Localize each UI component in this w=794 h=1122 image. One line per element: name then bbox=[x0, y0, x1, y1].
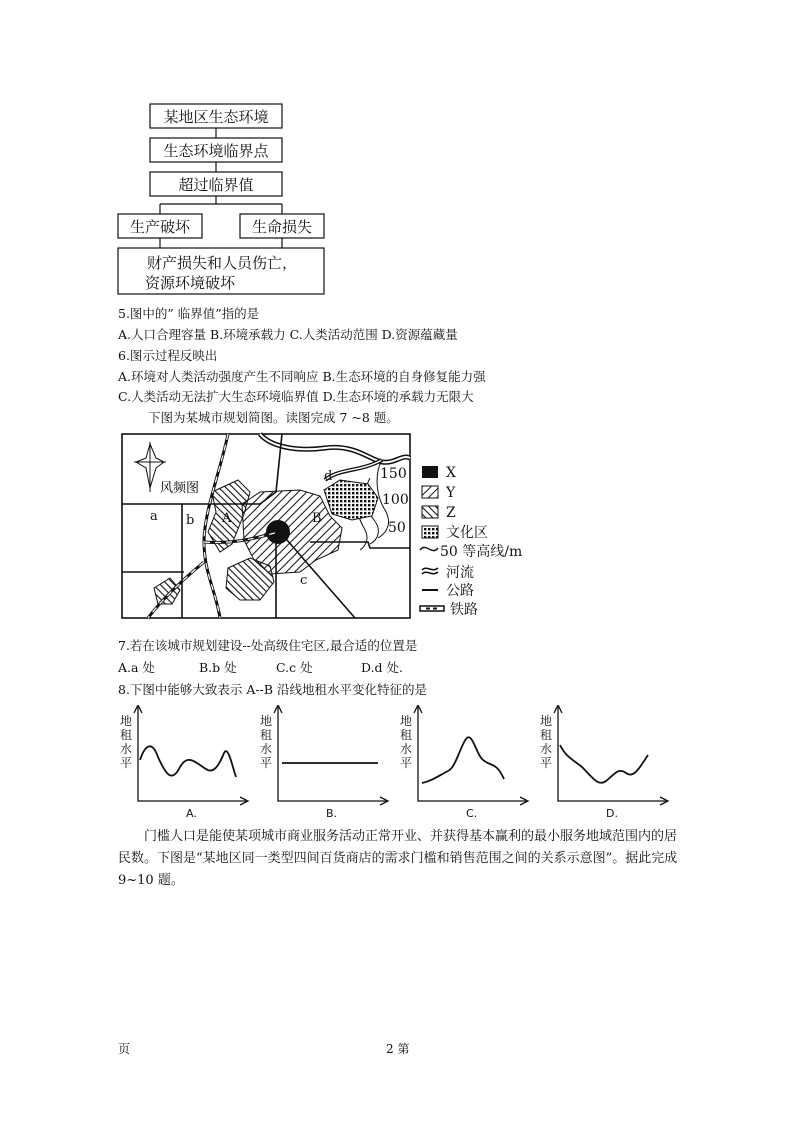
graph-curve bbox=[140, 746, 236, 777]
graph-ylabel-char: 地 bbox=[260, 714, 273, 728]
flow-text-3: 超过临界值 bbox=[178, 176, 254, 194]
flow-text-2: 生态环境临界点 bbox=[163, 142, 269, 160]
graph-curve bbox=[422, 737, 504, 783]
zone-culture bbox=[324, 480, 378, 520]
rent-graph-1 bbox=[260, 705, 388, 820]
graph-ylabel-char: 地 bbox=[120, 714, 133, 728]
q5-options: A.人口合理容量 B.环境承载力 C.人类活动范围 D.资源蕴藏量 bbox=[118, 327, 458, 342]
q7-option-d: D.d 处. bbox=[361, 660, 403, 675]
point-label-b: B bbox=[312, 511, 322, 526]
flow-text-5: 生命损失 bbox=[251, 218, 313, 236]
svg-text:文化区: 文化区 bbox=[446, 525, 488, 541]
rent-graphs bbox=[110, 705, 680, 825]
svg-text:Z: Z bbox=[446, 505, 456, 521]
zone-label-d: d bbox=[324, 469, 333, 484]
svg-text:X: X bbox=[446, 465, 456, 481]
q7-option-b: B.b 处 bbox=[199, 660, 237, 675]
graph-arrows bbox=[134, 705, 248, 805]
graph-ylabel-char: 水 bbox=[260, 742, 273, 756]
graph-ylabel-char: 租 bbox=[120, 728, 133, 742]
zone-label-a: a bbox=[150, 509, 158, 524]
map-legend bbox=[420, 465, 522, 618]
q6-stem: 6.图示过程反映出 bbox=[118, 348, 218, 363]
graph-axes bbox=[138, 707, 246, 801]
q7-option-a: A.a 处 bbox=[118, 660, 155, 675]
graph-ylabel-char: 水 bbox=[540, 742, 553, 756]
graph-ylabel-char: 租 bbox=[260, 728, 273, 742]
graph-axes bbox=[418, 707, 526, 801]
graph-arrows bbox=[414, 705, 528, 805]
wind-label: 风频图 bbox=[160, 481, 200, 496]
graph-ylabel-char: 水 bbox=[400, 742, 413, 756]
q7-option-c: C.c 处 bbox=[276, 660, 313, 675]
svg-text:50 等高线/m: 50 等高线/m bbox=[440, 544, 523, 560]
graph-ylabel-char: 平 bbox=[400, 756, 413, 770]
intro-7-8: 下图为某城市规划简图。读图完成 7 ~8 题。 bbox=[148, 410, 399, 425]
q5-stem: 5.图中的” 临界值”指的是 bbox=[118, 306, 260, 321]
graph-axes bbox=[558, 707, 666, 801]
rent-graph-3 bbox=[540, 705, 668, 820]
flowchart bbox=[110, 100, 340, 300]
flow-text-1: 某地区生态环境 bbox=[163, 108, 269, 126]
graph-caption: D. bbox=[606, 807, 618, 820]
graph-caption: C. bbox=[466, 807, 478, 820]
graph-ylabel-char: 地 bbox=[400, 714, 413, 728]
flow-text-4: 生产破坏 bbox=[129, 218, 191, 236]
contour-50: 50 bbox=[388, 520, 406, 536]
graph-arrows bbox=[274, 705, 388, 805]
graph-ylabel-char: 平 bbox=[260, 756, 273, 770]
q7-stem: 7.若在该城市规划建设--处高级住宅区,最合适的位置是 bbox=[118, 638, 418, 653]
contour-150: 150 bbox=[380, 466, 407, 482]
contour-100: 100 bbox=[382, 492, 409, 508]
graph-ylabel-char: 平 bbox=[120, 756, 133, 770]
graph-arrows bbox=[554, 705, 668, 805]
city-planning-map bbox=[120, 432, 540, 622]
zone-label-b: b bbox=[186, 513, 195, 528]
graph-ylabel-char: 租 bbox=[400, 728, 413, 742]
svg-text:Y: Y bbox=[446, 485, 456, 501]
q8-stem: 8.下图中能够大致表示 A--B 沿线地租水平变化特征的是 bbox=[118, 682, 428, 697]
zone-label-c: c bbox=[300, 573, 308, 588]
q6-options-2: C.人类活动无法扩大生态环境临界值 D.生态环境的承载力无限大 bbox=[118, 389, 474, 404]
para-9-10: 门槛人口是能使某项城市商业服务活动正常开业、并获得基本赢利的最小服务地域范围内的居民数。下图是“某地区同一类型四间百货商店的需求门槛和销售范围之间的关系示意图”。据此完成 9~10 题。 bbox=[118, 829, 678, 888]
graph-caption: A. bbox=[186, 807, 197, 820]
graph-ylabel-char: 平 bbox=[540, 756, 553, 770]
rent-graph-0 bbox=[120, 705, 248, 820]
point-label-a: A bbox=[222, 511, 232, 526]
footer-center: 2 第 bbox=[386, 1042, 410, 1056]
graph-ylabel-char: 地 bbox=[540, 714, 553, 728]
q6-options-1: A.环境对人类活动强度产生不同响应 B.生态环境的自身修复能力强 bbox=[118, 369, 486, 384]
flow-text-6a: 财产损失和人员伤亡， bbox=[146, 254, 298, 272]
graph-caption: B. bbox=[326, 807, 338, 820]
graph-curve bbox=[560, 745, 648, 783]
svg-text:河流: 河流 bbox=[446, 565, 474, 581]
graph-axes bbox=[278, 707, 386, 801]
svg-text:铁路: 铁路 bbox=[450, 602, 478, 618]
svg-text:公路: 公路 bbox=[446, 583, 474, 599]
rent-graph-2 bbox=[400, 705, 528, 820]
footer-left: 页 bbox=[118, 1042, 131, 1056]
flow-text-6b: 资源环境破坏 bbox=[144, 274, 236, 292]
graph-ylabel-char: 租 bbox=[540, 728, 553, 742]
graph-ylabel-char: 水 bbox=[120, 742, 133, 756]
